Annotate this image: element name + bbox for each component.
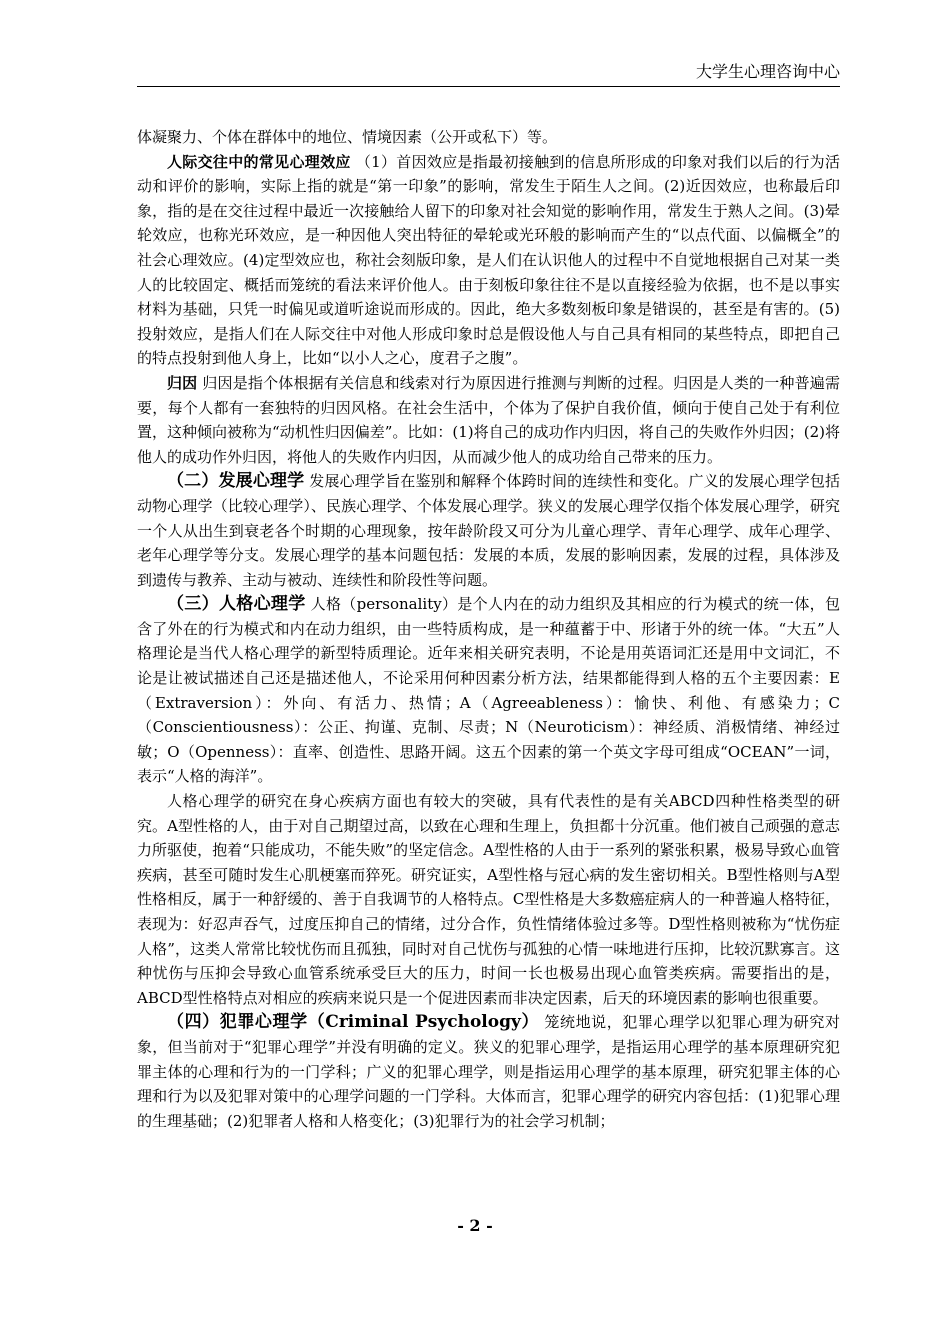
paragraph-text: 人格心理学的研究在身心疾病方面也有较大的突破，具有代表性的是有关ABCD四种性格类型的研究。A型性格的人，由于对自己期望过高，以致在心理和生理上，负担都十分沉重。他们被自己顽强的意志力所驱使，抱着“只能成功，不能失败”的坚定信念。A型性格的人由于一系列的紧张积累，极易导致心血管疾病，甚至可随时发生心肌梗塞而猝死。研究证实，A型性格与冠心病的发生密切相关。B型性格则与A型性格相反，属于一种舒缓的、善于自我调节的人格特点。C型性格是大多数癌症病人的一种普遍人格特征，表现为：好忍声吞气，过度压抑自己的情绪，过分合作，负性情绪体验过多等。D型性格则被称为“忧伤症人格”，这类人常常比较忧伤而且孤独，同时对自己忧伤与孤独的心情一味地进行压抑，比较沉默寡言。这种忧伤与压抑会导致心血管系统承受巨大的压力，时间一长也极易出现心血管类疾病。需要指出的是，ABCD型性格特点对相应的疾病来说只是一个促进因素而非决定因素，后天的环境因素的影响也很重要。 — [137, 792, 840, 1007]
paragraph — [137, 150, 840, 371]
paragraph-text: 人格（personality）是个人内在的动力组织及其相应的行为模式的统一体，包含了外在的行为模式和内在动力组织，由一些特质构成，是一种蕴蓄于中、形诸于外的统一体。“大五”人格理论是当代人格心理学的新型特质理论。近年来相关研究表明，不论是用英语词汇还是用中文词汇，不论是让被试描述自己还是描述他人，不论采用何种因素分析方法，结果都能得到人格的五个主要因素：E（Extraversion）：外向、有活力、热情；A（Agreeableness）：愉快、利他、有感染力；C（Conscientiousness）：公正、拘谨、克制、尽责；N（Neuroticism）：神经质、消极情绪、神经过敏；O（Openness）：直率、创造性、思路开阔。这五个因素的第一个英文字母可组成“OCEAN”一词，表示“人格的海洋”。 — [137, 595, 840, 786]
page-number: - 2 - — [457, 1216, 493, 1235]
paragraph-text: 发展心理学旨在鉴别和解释个体跨时间的连续性和变化。广义的发展心理学包括动物心理学（比较心理学）、民族心理学、个体发展心理学。狭义的发展心理学仅指个体发展心理学，研究一个人从出生到衰老各个时期的心理现象，按年龄阶段又可分为儿童心理学、青年心理学、成年心理学、老年心理学等分支。发展心理学的基本问题包括：发展的本质，发展的影响因素，发展的过程，具体涉及到遗传与教养、主动与被动、连续性和阶段性等问题。 — [137, 472, 840, 589]
paragraph — [137, 592, 840, 789]
paragraph-text: （1）首因效应是指最初接触到的信息所形成的印象对我们以后的行为活动和评价的影响，实际上指的就是“第一印象”的影响，常发生于陌生人之间。(2)近因效应，也称最后印象，指的是在交往过程中最近一次接触给人留下的印象对社会知觉的影响作用，常发生于熟人之间。(3)晕轮效应，也称光环效应，是一种因他人突出特征的晕轮或光环般的影响而产生的“以点代面、以偏概全”的社会心理效应。(4)定型效应也，称社会刻版印象，是人们在认识他人的过程中不自觉地根据自己对某一类人的比较固定、概括而笼统的看法来评价他人。由于刻板印象往往不是以直接经验为依据，也不是以事实材料为基础，只凭一时偏见或道听途说而形成的。因此，绝大多数刻板印象是错误的，甚至是有害的。(5)投射效应，是指人们在人际交往中对他人形成印象时总是假设他人与自己具有相同的某些特点，即把自己的特点投射到他人身上，比如“以小人之心，度君子之腹”。 — [137, 152, 840, 368]
header-title: 大学生心理咨询中心 — [695, 62, 840, 81]
section-heading: （二）发展心理学 — [167, 471, 305, 492]
paragraph — [137, 469, 840, 592]
paragraph — [137, 371, 840, 469]
page-header — [137, 62, 840, 87]
paragraph — [137, 789, 840, 1010]
paragraph-text: 笼统地说，犯罪心理学以犯罪心理为研究对象，但当前对于“犯罪心理学”并没有明确的定义。狭义的犯罪心理学，是指运用心理学的基本原理研究犯罪主体的心理和行为的一门学科；广义的犯罪心理学，则是指运用心理学的基本原理，研究犯罪主体的心理和行为以及犯罪对策中的心理学问题的一门学科。大体而言，犯罪心理学的研究内容包括：(1)犯罪心理的生理基础；(2)犯罪者人格和人格变化；(3)犯罪行为的社会学习机制； — [137, 1013, 840, 1130]
paragraph — [137, 125, 840, 150]
paragraph-lead: 人际交往中的常见心理效应 — [167, 152, 351, 171]
section-heading: （三）人格心理学 — [167, 594, 306, 615]
paragraph-text: 归因是指个体根据有关信息和线索对行为原因进行推测与判断的过程。归因是人类的一种普遍需要，每个人都有一套独特的归因风格。在社会生活中，个体为了保护自我价值，倾向于使自己处于有利位置，这种倾向被称为“动机性归因偏差”。比如：(1)将自己的成功作内归因，将自己的失败作外归因；(2)将他人的成功作外归因，将他人的失败作内归因，从而减少他人的成功给自己带来的压力。 — [137, 373, 840, 466]
body-text — [137, 125, 840, 1133]
paragraph — [137, 1010, 840, 1133]
paragraph-lead: 归因 — [167, 373, 198, 392]
paragraph-text: 体凝聚力、个体在群体中的地位、情境因素（公开或私下）等。 — [137, 128, 558, 146]
section-heading: （四）犯罪心理学（Criminal Psychology） — [167, 1012, 540, 1033]
